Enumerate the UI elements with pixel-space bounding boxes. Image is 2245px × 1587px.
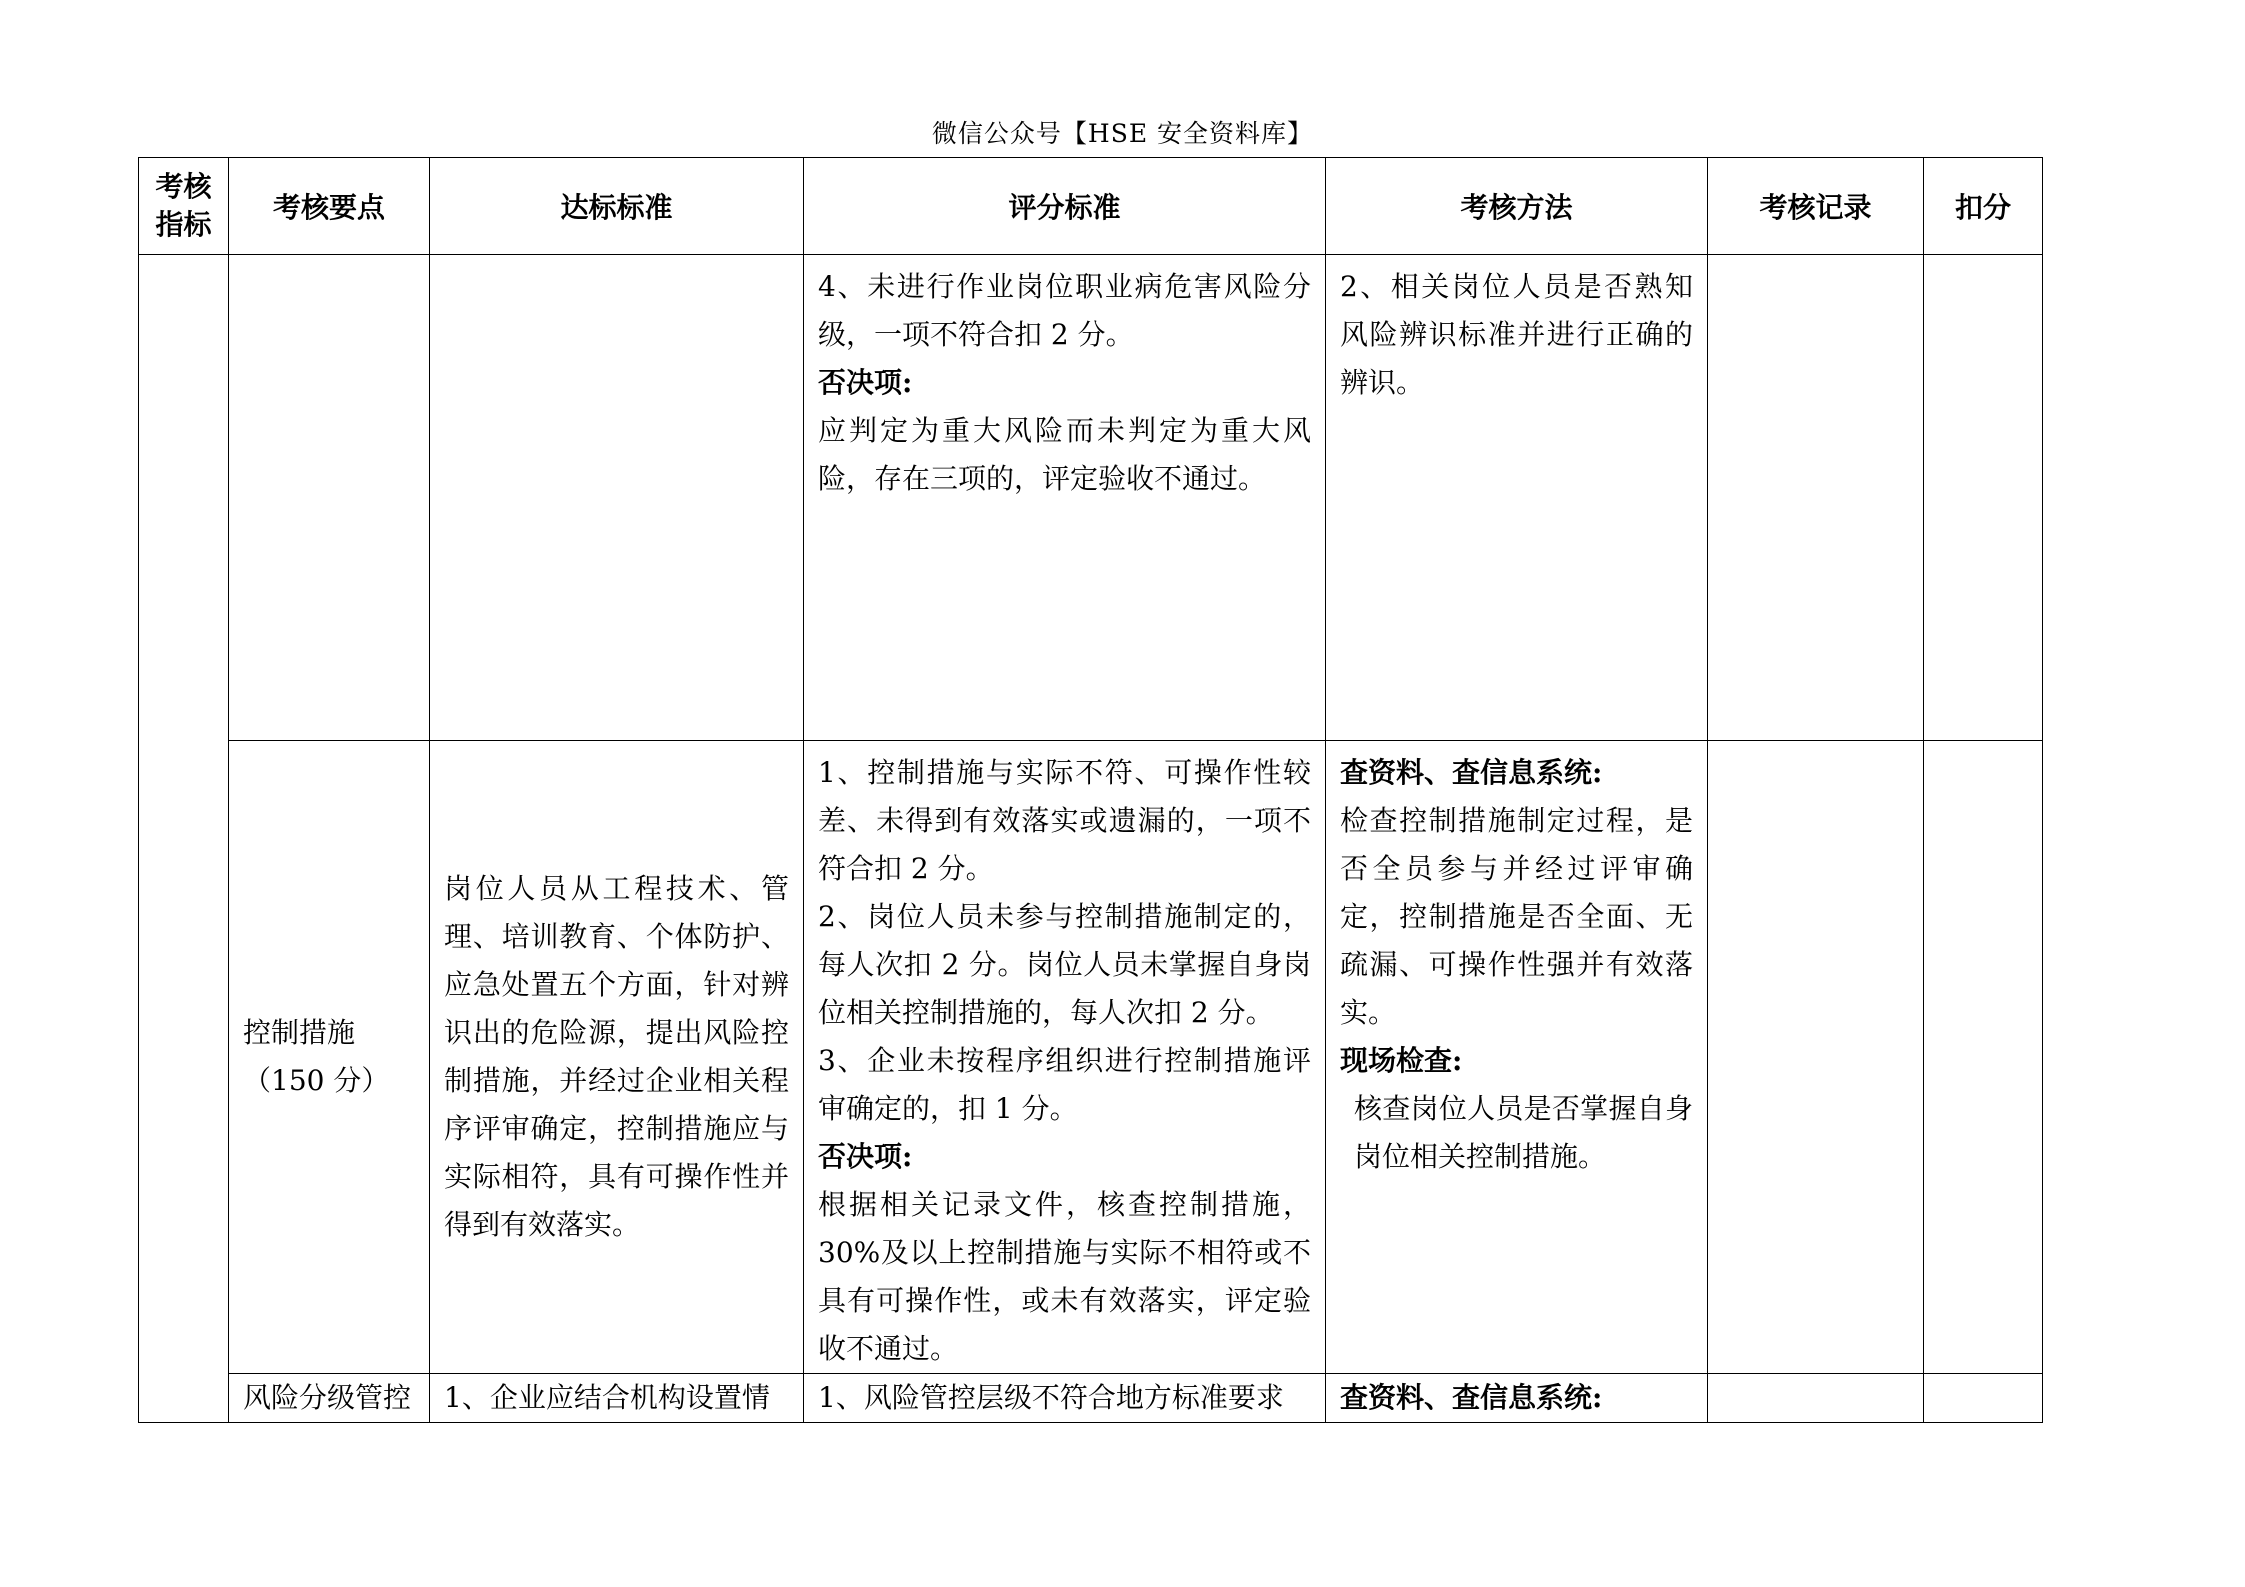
method-cell	[1326, 1374, 1708, 1423]
deduction-cell	[1924, 1374, 2043, 1423]
table-row	[139, 1374, 2043, 1423]
deduction-cell	[1924, 255, 2043, 741]
veto-label: 否决项:	[818, 366, 913, 399]
header-standard: 达标标准	[430, 158, 804, 255]
scoring-item: 1、风险管控层级不符合地方标准要求	[818, 1381, 1284, 1414]
deduction-cell	[1924, 741, 2043, 1374]
scoring-item: 2、岗位人员未参与控制措施制定的，每人次扣 2 分。岗位人员未掌握自身岗位相关控制措施的，每人次扣 2 分。	[818, 900, 1311, 1029]
scoring-item: 4、未进行作业岗位职业病危害风险分级，一项不符合扣 2 分。	[818, 270, 1311, 351]
scoring-cell	[804, 255, 1326, 741]
veto-text: 应判定为重大风险而未判定为重大风险，存在三项的，评定验收不通过。	[818, 414, 1311, 495]
standard-text: 岗位人员从工程技术、管理、培训教育、个体防护、应急处置五个方面，针对辨识出的危险源，提出风险控制措施，并经过企业相关程序评审确定，控制措施应与实际相符，具有可操作性并得到有效落实。	[444, 872, 789, 1241]
method-text: 核查岗位人员是否掌握自身岗位相关控制措施。	[1354, 1092, 1693, 1173]
key-point-score: （150 分）	[243, 1064, 390, 1097]
scoring-cell	[804, 741, 1326, 1374]
method-text: 检查控制措施制定过程，是否全员参与并经过评审确定，控制措施是否全面、无疏漏、可操作性强并有效落实。	[1340, 804, 1693, 1029]
header-key-point: 考核要点	[229, 158, 430, 255]
key-point-cell	[229, 741, 430, 1374]
header-method: 考核方法	[1326, 158, 1708, 255]
veto-label: 否决项:	[818, 1140, 913, 1173]
table-row	[139, 255, 2043, 741]
indicator-cell	[139, 255, 229, 1423]
header-scoring: 评分标准	[804, 158, 1326, 255]
assessment-table	[138, 157, 2043, 1423]
header-row	[139, 158, 2043, 255]
standard-cell	[430, 255, 804, 741]
standard-text: 1、企业应结合机构设置情	[444, 1381, 770, 1414]
record-cell	[1708, 741, 1924, 1374]
key-point-label: 控制措施	[243, 1016, 356, 1049]
header-deduction: 扣分	[1924, 158, 2043, 255]
scoring-item: 1、控制措施与实际不符、可操作性较差、未得到有效落实或遗漏的，一项不符合扣 2 分。	[818, 756, 1311, 885]
scoring-item: 3、企业未按程序组织进行控制措施评审确定的，扣 1 分。	[818, 1044, 1311, 1125]
method-cell	[1326, 255, 1708, 741]
key-point-cell	[229, 1374, 430, 1423]
header-indicator-line2: 指标	[155, 208, 212, 241]
scoring-cell	[804, 1374, 1326, 1423]
method-cell	[1326, 741, 1708, 1374]
key-point-label: 风险分级管控	[243, 1381, 412, 1414]
standard-cell	[430, 741, 804, 1374]
veto-text: 根据相关记录文件，核查控制措施，30%及以上控制措施与实际不相符或不具有可操作性，或未有效落实，评定验收不通过。	[818, 1188, 1311, 1365]
header-indicator-line1: 考核	[155, 170, 212, 203]
method-label: 查资料、查信息系统:	[1340, 756, 1603, 789]
standard-cell	[430, 1374, 804, 1423]
table-row	[139, 741, 2043, 1374]
header-record: 考核记录	[1708, 158, 1924, 255]
method-item: 2、相关岗位人员是否熟知风险辨识标准并进行正确的辨识。	[1340, 270, 1693, 399]
header-indicator	[139, 158, 229, 255]
record-cell	[1708, 1374, 1924, 1423]
method-label: 查资料、查信息系统:	[1340, 1381, 1603, 1414]
key-point-cell	[229, 255, 430, 741]
method-label: 现场检查:	[1340, 1044, 1463, 1077]
page-header: 微信公众号【HSE 安全资料库】	[931, 119, 1314, 148]
record-cell	[1708, 255, 1924, 741]
